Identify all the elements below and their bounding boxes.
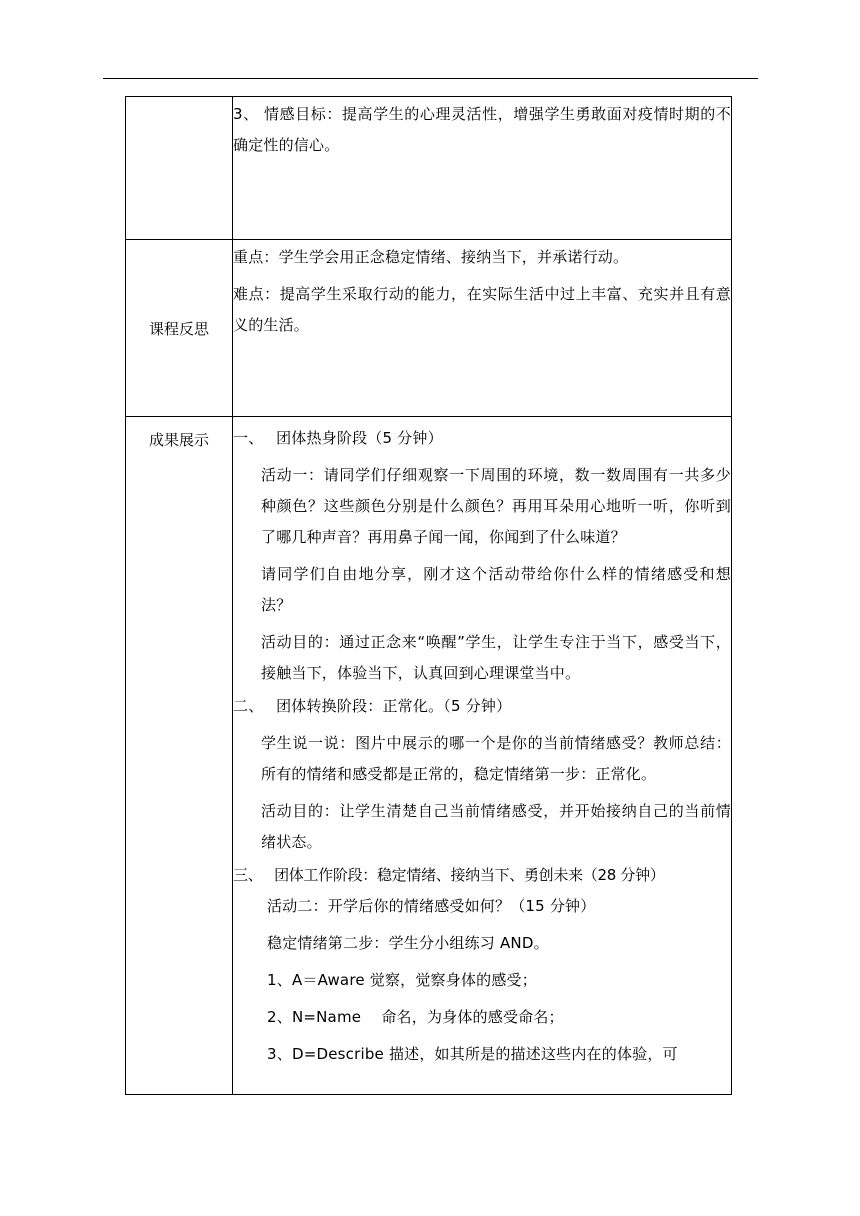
stage2-purpose: 活动目的：让学生清楚自己当前情绪感受，并开始接纳自己的当前情绪状态。: [261, 802, 731, 851]
stage1-share: 请同学们自由地分享，刚才这个活动带给你什么样的情绪感受和想法？: [261, 565, 731, 614]
row-label-results-text: 成果展示: [148, 431, 209, 449]
stage3-activity2: 活动二：开学后你的情绪感受如何？（15 分钟）: [267, 897, 596, 915]
stage3-step2: 稳定情绪第二步：学生分小组练习 AND。: [267, 934, 549, 952]
key-point-text: 重点：学生学会用正念稳定情绪、接纳当下，并承诺行动。: [233, 248, 629, 266]
stage2-talk: 学生说一说：图片中展示的哪一个是你的当前情绪感受？教师总结：所有的情绪和感受都是正常的，稳定情绪第一步：正常化。: [261, 734, 731, 783]
row-content-emotion-goal: [233, 97, 732, 240]
table-row-emotion-goal: [126, 97, 732, 240]
table-row-course-reflection: [126, 240, 732, 417]
row-content-results: [233, 417, 732, 1095]
difficulty-text: 难点：提高学生采取行动的能力，在实际生活中过上丰富、充实并且有意义的生活。: [233, 285, 731, 334]
row-label-results: [126, 417, 233, 1095]
stage1-title: 一、 团体热身阶段（5 分钟）: [233, 429, 443, 447]
header-rule: [103, 78, 758, 79]
and-item-3: 3、D=Describe 描述，如其所是的描述这些内在的体验，可: [267, 1045, 678, 1063]
emotion-goal-text: 3、 情感目标：提高学生的心理灵活性，增强学生勇敢面对疫情时期的不确定性的信心。: [233, 105, 731, 154]
and-item-2: 2、N=Name 命名，为身体的感受命名；: [267, 1008, 564, 1026]
row-label-course-reflection: 课程反思: [126, 240, 233, 417]
and-item-1: 1、A＝Aware 觉察，觉察身体的感受；: [267, 971, 537, 989]
stage1-activity: 活动一：请同学们仔细观察一下周围的环境，数一数周围有一共多少种颜色？这些颜色分别是什么颜色？再用耳朵用心地听一听，你听到了哪几种声音？再用鼻子闻一闻，你闻到了什么味道？: [261, 466, 731, 546]
lesson-plan-table: [125, 96, 732, 1095]
stage1-purpose: 活动目的：通过正念来“唤醒”学生，让学生专注于当下，感受当下，接触当下，体验当下，认真回到心理课堂当中。: [261, 633, 731, 682]
table-row-results: [126, 417, 732, 1095]
stage3-title: 三、 团体工作阶段：稳定情绪、接纳当下、勇创未来（28 分钟）: [233, 866, 665, 884]
row-label-empty: [126, 97, 233, 240]
row-content-course-reflection: [233, 240, 732, 417]
stage2-title: 二、 团体转换阶段：正常化。（5 分钟）: [233, 697, 512, 715]
